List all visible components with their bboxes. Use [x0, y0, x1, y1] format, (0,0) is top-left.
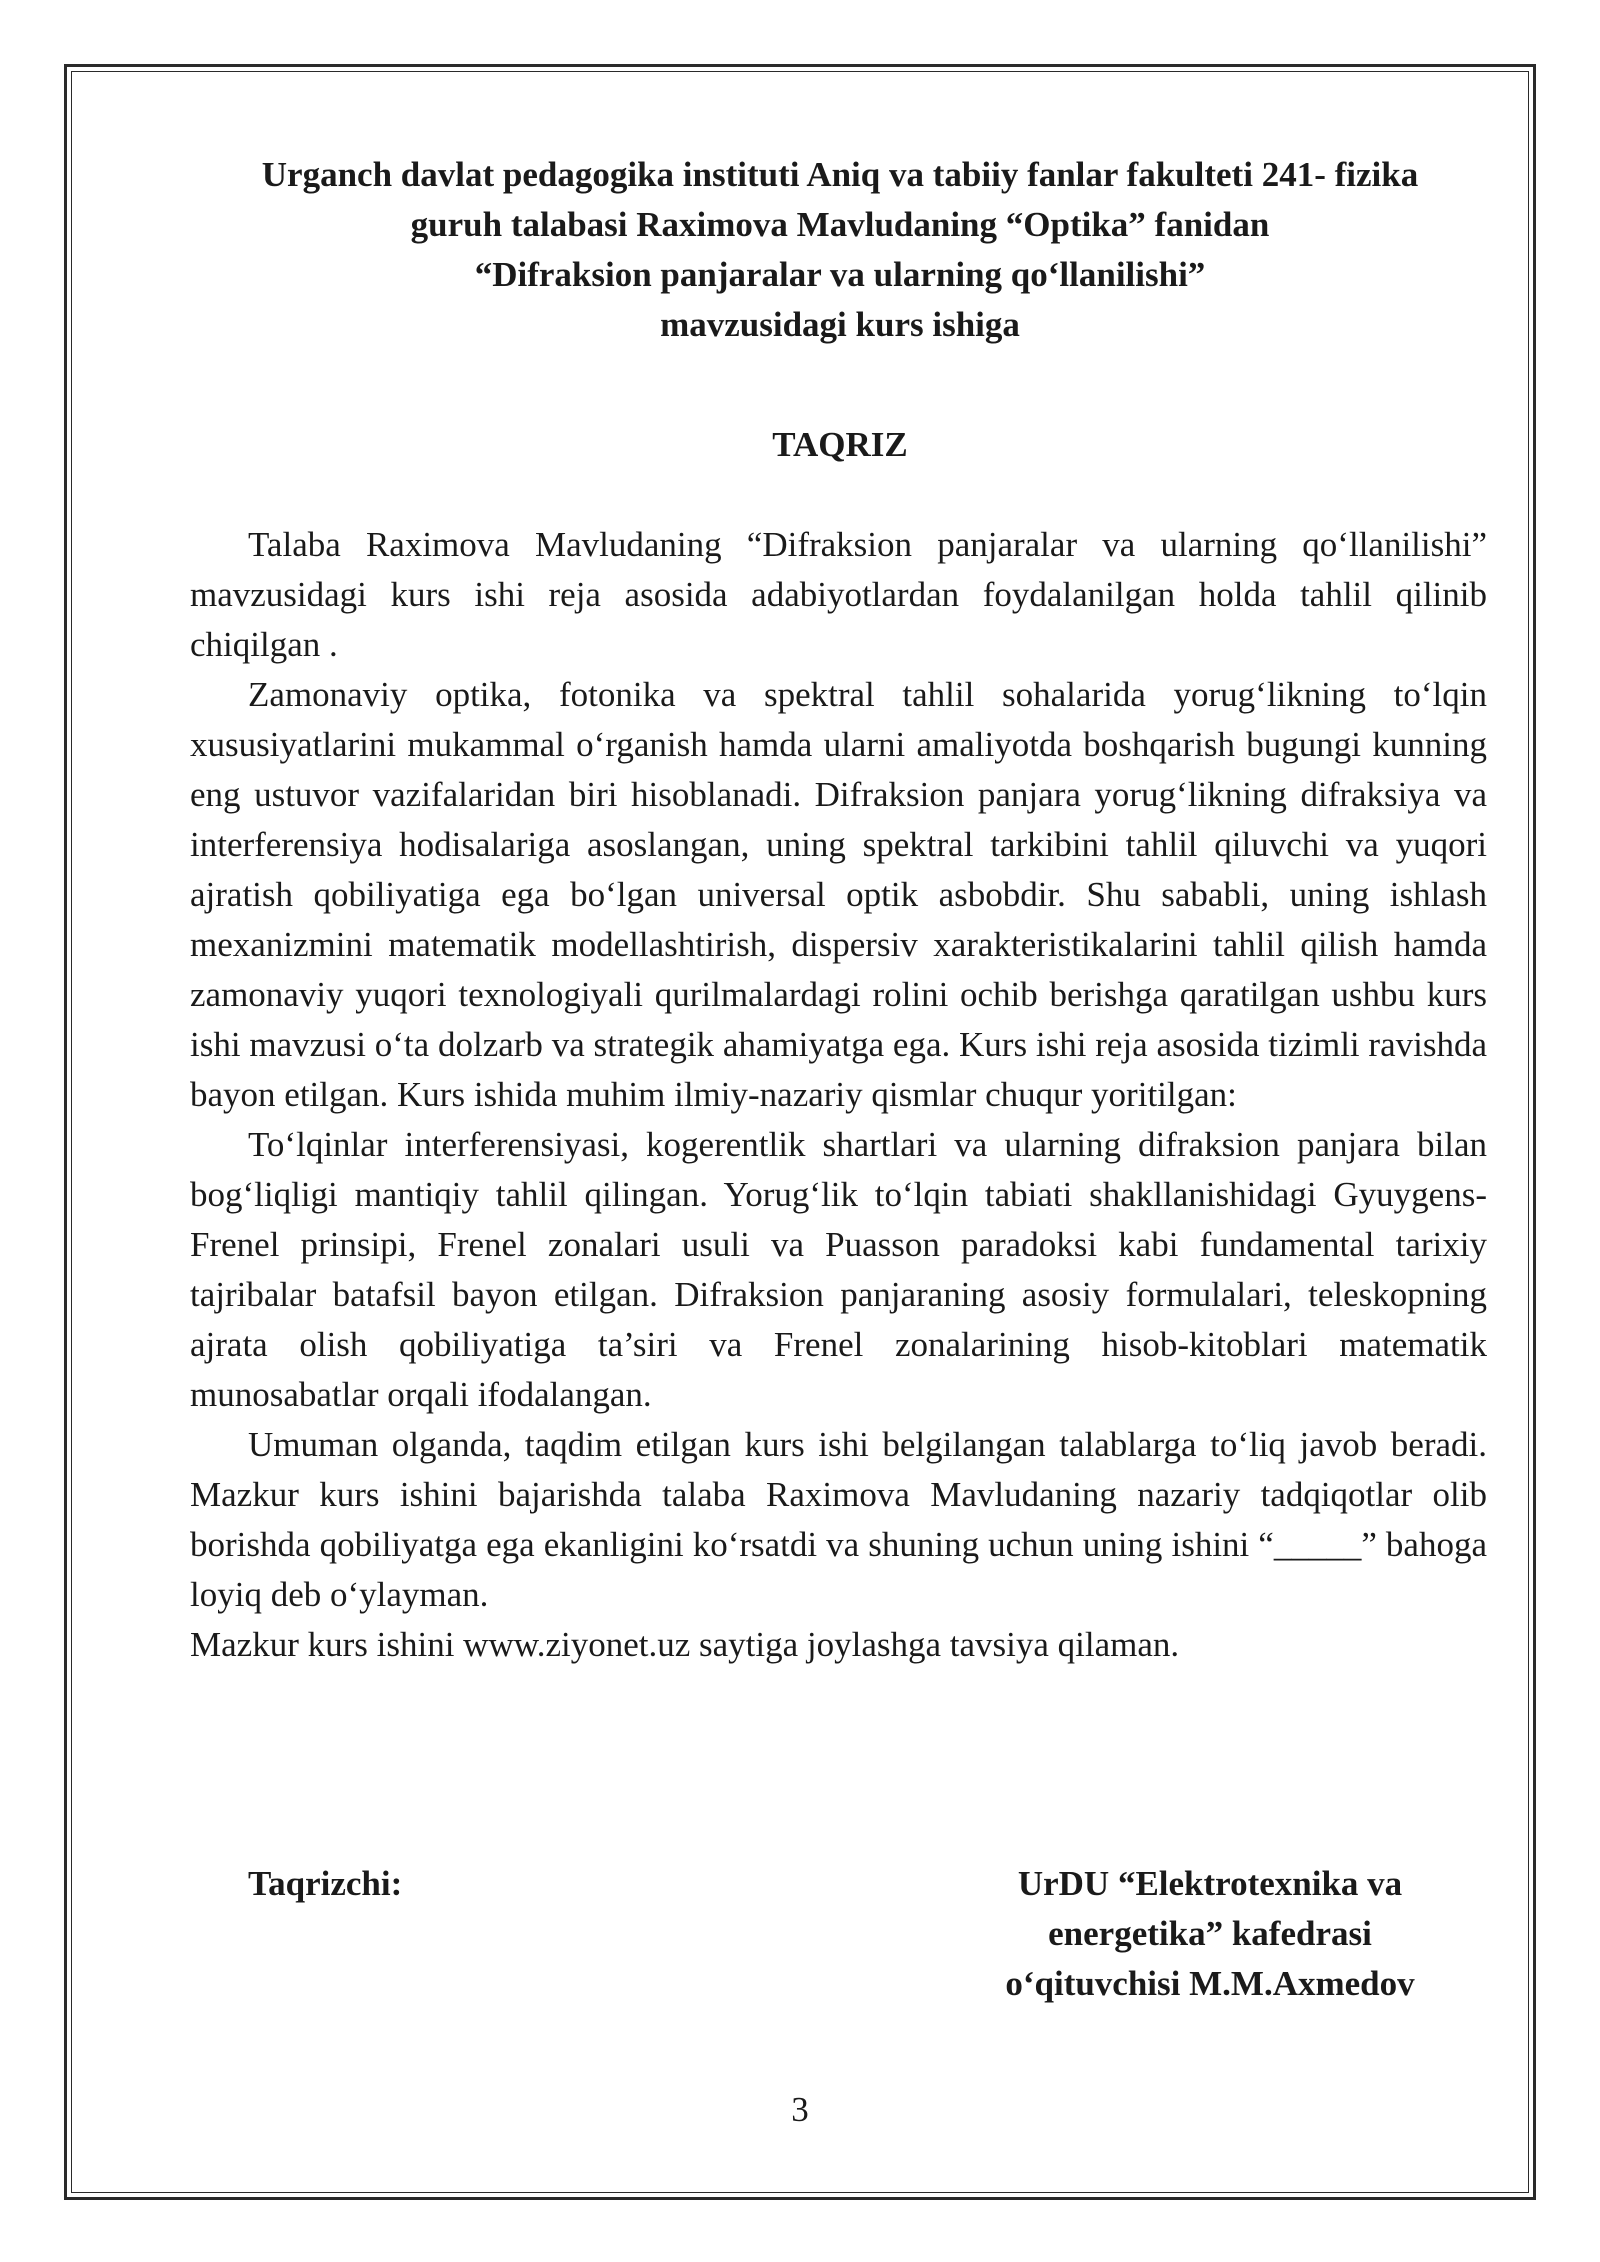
review-title: TAQRIZ	[772, 425, 908, 464]
document-heading	[190, 150, 1490, 350]
paragraph-intro: Talaba Raximova Mavludaning “Difraksion panjaralar va ularning qo‘llanilishi” mavzusidagi kurs ishi reja asosida adabiyotlardan foydalanilgan holda tahlil qilinib chiqilgan .	[190, 525, 1487, 664]
reviewer-line-3: o‘qituvchisi M.M.Axmedov	[1005, 1964, 1415, 2003]
page-number: 3	[791, 2090, 809, 2129]
reviewer-label: Taqrizchi:	[248, 1864, 403, 1903]
paragraph-conclusion: Umuman olganda, taqdim etilgan kurs ishi belgilangan talablarga to‘liq javob beradi. Mazkur kurs ishini bajarishda talaba Raximova Mavludaning nazariy tadqiqotlar olib borishda qobiliyatga ega ekanligini ko‘rsatdi va shuning uchun uning ishini “_____” bahoga loyiq deb o‘ylayman.	[190, 1425, 1487, 1614]
heading-line-4: mavzusidagi kurs ishiga	[660, 305, 1020, 344]
reviewer-line-2: energetika” kafedrasi	[1048, 1914, 1372, 1953]
heading-line-3: “Difraksion panjaralar va ularning qo‘llanilishi”	[474, 255, 1206, 294]
paragraph-relevance: Zamonaviy optika, fotonika va spektral tahlil sohalarida yorug‘likning to‘lqin xususiyatlarini mukammal o‘rganish hamda ularni amaliyotda boshqarish bugungi kunning eng ustuvor vazifalaridan biri hisoblanadi. Difraksion panjara yorug‘likning difraksiya va interferensiya hodisalariga asoslangan, uning spektral tarkibini tahlil qiluvchi va yuqori ajratish qobiliyatiga ega bo‘lgan universal optik asbobdir. Shu sababli, uning ishlash mexanizmini matematik modellashtirish, dispersiv xarakteristikalarini tahlil qilish hamda zamonaviy yuqori texnologiyali qurilmalardagi rolini ochib berishga qaratilgan ushbu kurs ishi mavzusi o‘ta dolzarb va strategik ahamiyatga ega. Kurs ishi reja asosida tizimli ravishda bayon etilgan. Kurs ishida muhim ilmiy-nazariy qismlar chuqur yoritilgan:	[190, 675, 1487, 1114]
paragraph-recommendation: Mazkur kurs ishini www.ziyonet.uz saytiga joylashga tavsiya qilaman.	[190, 1625, 1180, 1664]
paragraph-content: To‘lqinlar interferensiyasi, kogerentlik shartlari va ularning difraksion panjara bilan bog‘liqligi mantiqiy tahlil qilingan. Yorug‘lik to‘lqin tabiati shakllanishidagi Gyuygens-Frenel prinsipi, Frenel zonalari usuli va Puasson paradoksi kabi fundamental tarixiy tajribalar batafsil bayon etilgan. Difraksion panjaraning asosiy formulalari, teleskopning ajrata olish qobiliyatiga ta’siri va Frenel zonalarining hisob-kitoblari matematik munosabatlar orqali ifodalangan.	[190, 1125, 1487, 1414]
heading-line-2: guruh talabasi Raximova Mavludaning “Optika” fanidan	[410, 205, 1270, 244]
reviewer-line-1: UrDU “Elektrotexnika va	[1017, 1864, 1403, 1903]
heading-line-1: Urganch davlat pedagogika instituti Aniq va tabiiy fanlar fakulteti 241- fizika	[261, 155, 1419, 194]
review-body	[190, 520, 1487, 1670]
reviewer-signature-block	[950, 1859, 1470, 2009]
